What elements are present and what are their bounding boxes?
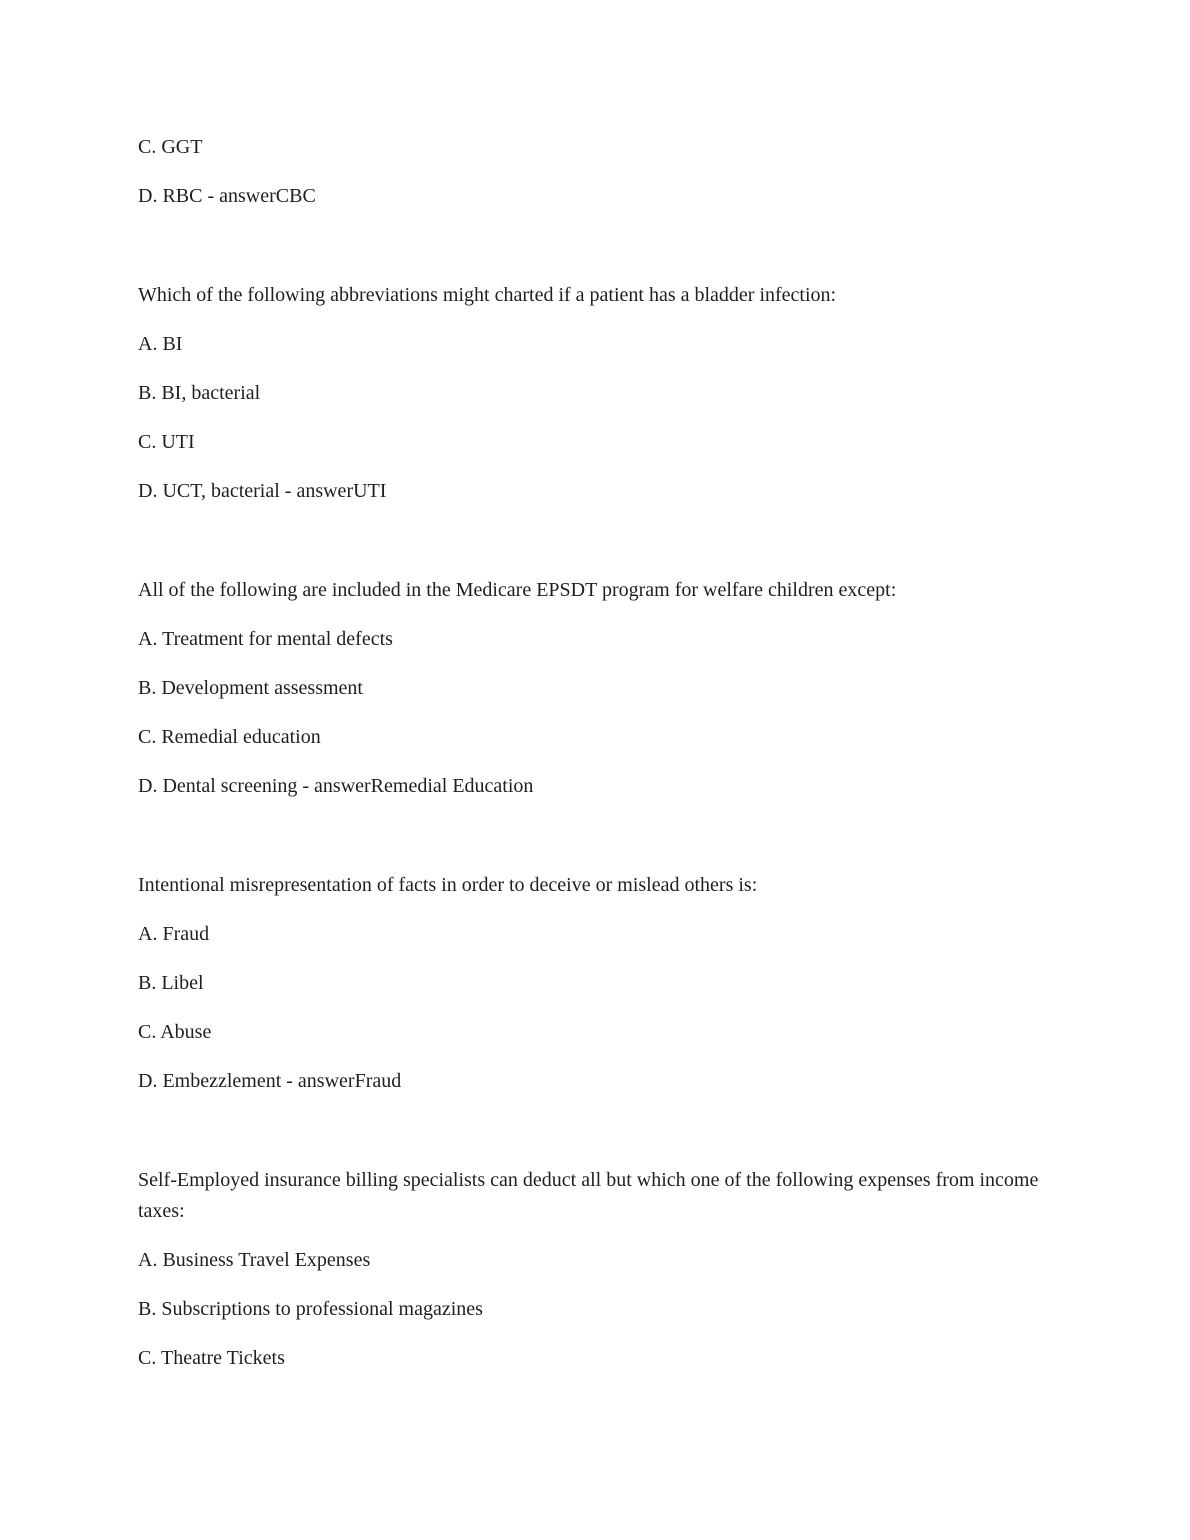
answer-option: B. BI, bacterial	[138, 382, 261, 404]
question-block-carryover	[138, 132, 1052, 212]
question-prompt: Intentional misrepresentation of facts in order to deceive or mislead others is:	[138, 874, 758, 896]
answer-option: C. UTI	[138, 431, 195, 453]
answer-option: A. Treatment for mental defects	[138, 628, 393, 650]
answer-option: D. Embezzlement - answerFraud	[138, 1070, 402, 1092]
answer-option: A. Business Travel Expenses	[138, 1249, 371, 1271]
question-block	[138, 575, 1052, 802]
answer-option: C. Theatre Tickets	[138, 1347, 285, 1369]
question-block	[138, 1165, 1052, 1374]
question-block	[138, 280, 1052, 507]
answer-option: C. GGT	[138, 136, 203, 158]
answer-option: D. UCT, bacterial - answerUTI	[138, 480, 387, 502]
answer-option: D. Dental screening - answerRemedial Education	[138, 775, 534, 797]
answer-option: B. Subscriptions to professional magazines	[138, 1298, 483, 1320]
answer-option: C. Remedial education	[138, 726, 321, 748]
question-block	[138, 870, 1052, 1097]
question-prompt: Self-Employed insurance billing specialists can deduct all but which one of the following expenses from income taxes:	[138, 1169, 1039, 1222]
answer-option: B. Development assessment	[138, 677, 363, 699]
question-prompt: Which of the following abbreviations might charted if a patient has a bladder infection:	[138, 284, 837, 306]
answer-option: A. BI	[138, 333, 183, 355]
answer-option: A. Fraud	[138, 923, 210, 945]
question-prompt: All of the following are included in the Medicare EPSDT program for welfare children except:	[138, 579, 897, 601]
answer-option: D. RBC - answerCBC	[138, 185, 316, 207]
answer-option: C. Abuse	[138, 1021, 212, 1043]
answer-option: B. Libel	[138, 972, 204, 994]
